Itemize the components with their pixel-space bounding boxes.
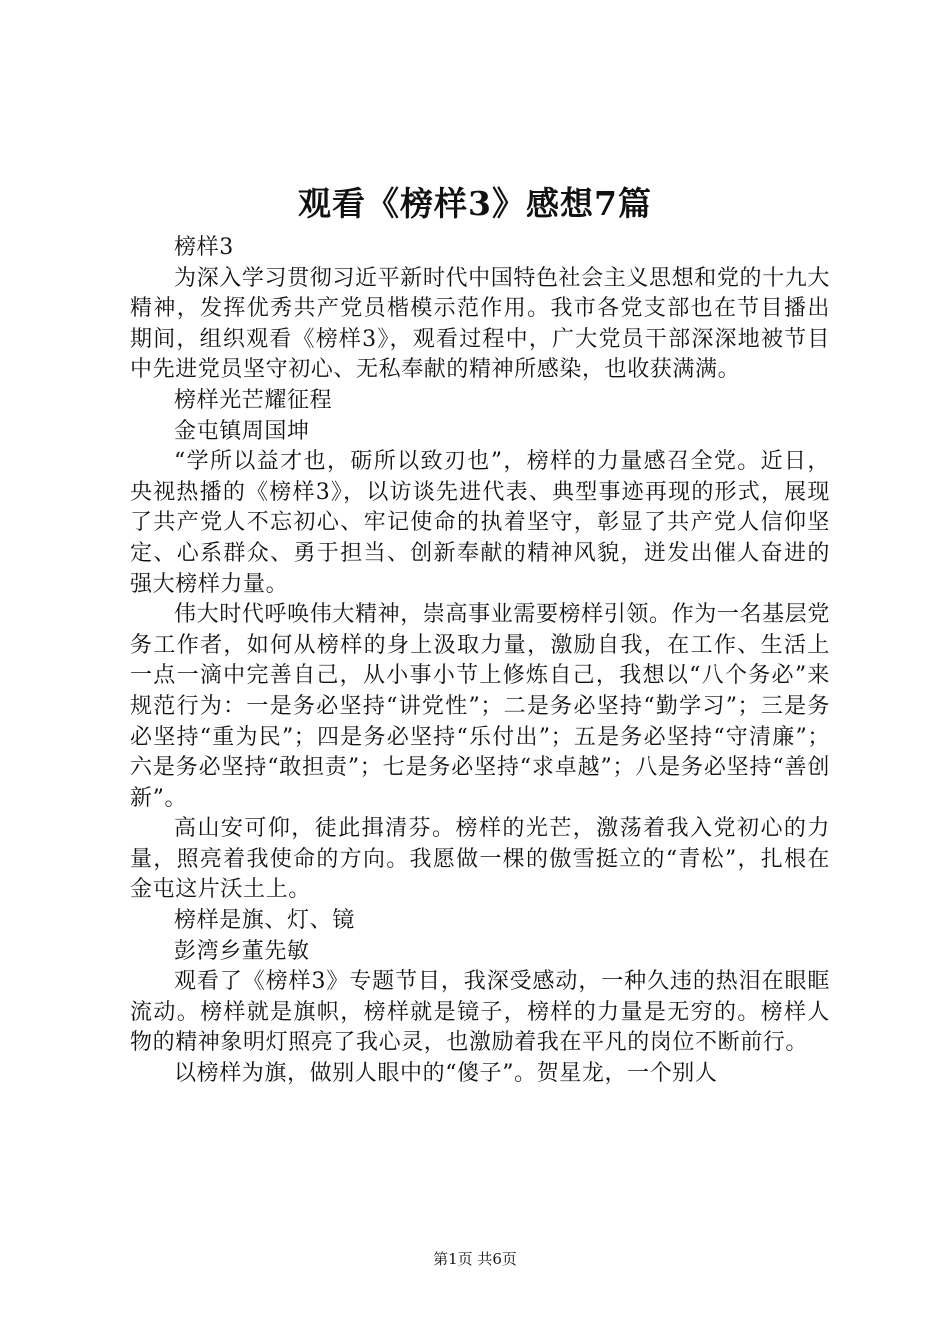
paragraph: 高山安可仰，徒此揖清芬。榜样的光芒，激荡着我入党初心的力量，照亮着我使命的方向。我愿做一棵的傲雪挺立的“青松”，扎根在金屯这片沃土上。 [130, 816, 830, 903]
document-body [130, 233, 830, 1090]
section-heading: 榜样光芒耀征程 [174, 387, 333, 413]
page-footer: 第1页 共6页 [433, 1250, 517, 1268]
section-heading: 榜样是旗、灯、镜 [174, 908, 355, 934]
paragraph: 榜样3 [174, 235, 234, 260]
document-title: 观看《榜样3》感想7篇 [298, 184, 652, 223]
author-line: 彭湾乡董先敏 [174, 938, 310, 964]
author-line: 金屯镇周国坤 [174, 418, 310, 444]
paragraph: 伟大时代呼唤伟大精神，崇高事业需要榜样引领。作为一名基层党务工作者，如何从榜样的身上汲取力量，激励自我，在工作、生活上一点一滴中完善自己，从小事小节上修炼自己，我想以“八个务必”来规范行为：一是务必坚持“讲党性”；二是务必坚持“勤学习”；三是务必坚持“重为民”；四是务必坚持“乐付出”；五是务必坚持“守清廉”；六是务必坚持“敢担责”；七是务必坚持“求卓越”；八是务必坚持“善创新”。 [130, 602, 830, 811]
paragraph: “学所以益才也，砺所以致刃也”，榜样的力量感召全党。近日，央视热播的《榜样3》，以访谈先进代表、典型事迹再现的形式，展现了共产党人不忘初心、牢记使命的执着坚守，彰显了共产党人信仰坚定、心系群众、勇于担当、创新奉献的精神风貌，迸发出催人奋进的强大榜样力量。 [130, 449, 830, 597]
paragraph: 观看了《榜样3》专题节目，我深受感动，一种久违的热泪在眼眶流动。榜样就是旗帜，榜样就是镜子，榜样的力量是无穷的。榜样人物的精神象明灯照亮了我心灵，也激励着我在平凡的岗位不断前行。 [130, 969, 830, 1056]
paragraph: 以榜样为旗，做别人眼中的“傻子”。贺星龙，一个别人 [174, 1061, 718, 1087]
paragraph: 为深入学习贯彻习近平新时代中国特色社会主义思想和党的十九大精神，发挥优秀共产党员楷模示范作用。我市各党支部也在节目播出期间，组织观看《榜样3》，观看过程中，广大党员干部深深地被节目中先进党员坚守初心、无私奉献的精神所感染，也收获满满。 [130, 265, 830, 383]
